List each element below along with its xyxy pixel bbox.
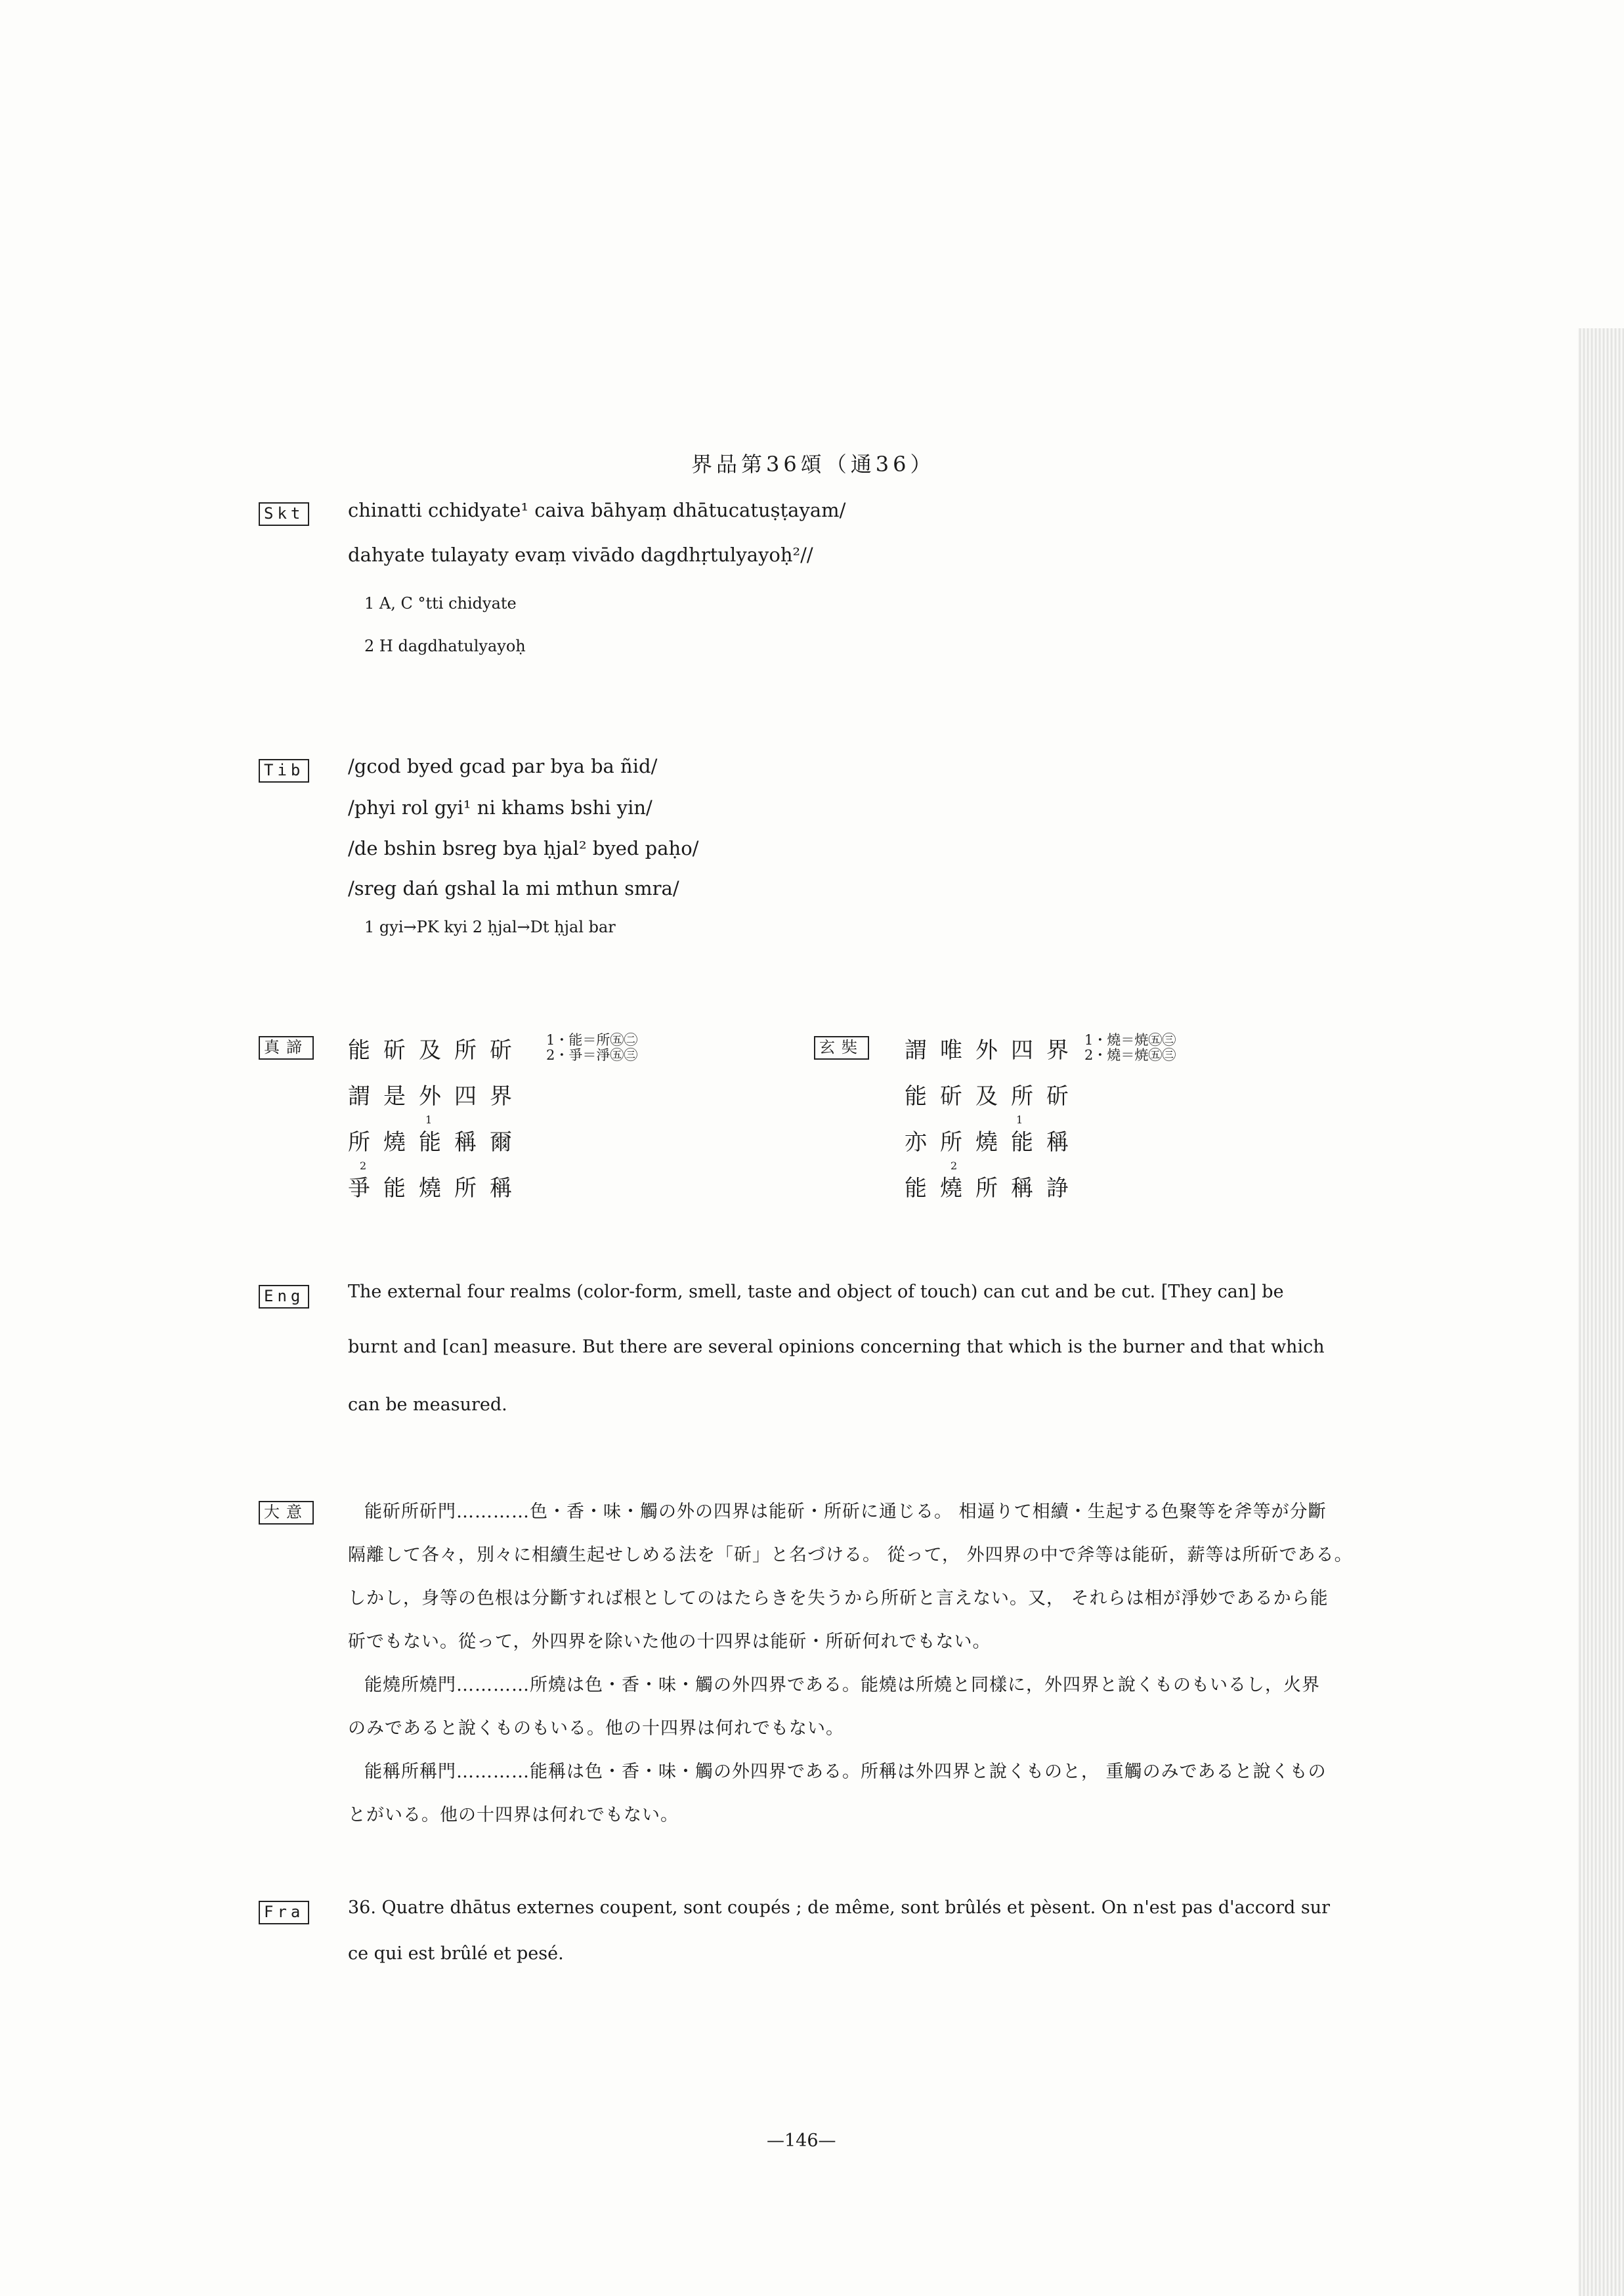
tib-line-2: /phyi rol gyi¹ ni khams bshi yin/	[348, 796, 652, 819]
tib-line-4: /sreg dań gshal la mi mthun smra/	[348, 877, 679, 899]
tib-line-3: /de bshin bsreg bya ḥjal² byed paḥo/	[348, 837, 699, 859]
tag-fra: Fra	[259, 1901, 309, 1924]
taii-line-5: 能燒所燒門…………所燒は色・香・味・觸の外四界である。能燒は所燒と同樣に，外四界と說くものもいるし，火界	[364, 1675, 1320, 1695]
xuanzang-line-1: 謂唯外四界	[905, 1037, 1082, 1064]
taii-line-4: 斫でもない。從って，外四界を除いた他の十四界は能斫・所斫何れでもない。	[348, 1632, 991, 1652]
paramartha-note-1: 1・能＝所㊄㊁	[546, 1032, 638, 1048]
xuanzang-sup-1: 1	[1016, 1114, 1023, 1126]
xuanzang-note-2: 2・燒＝焼㊄㊂	[1084, 1047, 1176, 1063]
skt-line-2: dahyate tulayaty evaṃ vivādo dagdhṛtulyayoḥ²//	[348, 544, 813, 566]
skt-note-1: 1 A, C °tti chidyate	[364, 594, 517, 613]
fra-line-1: 36. Quatre dhātus externes coupent, sont coupés ; de même, sont brûlés et pèsent. On n'est pas d'accord sur	[348, 1897, 1331, 1918]
skt-line-1: chinatti cchidyate¹ caiva bāhyaṃ dhātucatuṣṭayam/	[348, 499, 846, 521]
taii-line-8: とがいる。他の十四界は何れでもない。	[348, 1805, 679, 1825]
tag-xuanzang: 玄奘	[814, 1036, 869, 1060]
taii-line-3: しかし，身等の色根は分斷すれば根としてのはたらきを失うから所斫と言えない。又， それらは相が淨妙であるから能	[348, 1588, 1329, 1609]
xuanzang-line-3: 亦所燒能稱	[905, 1129, 1082, 1156]
xuanzang-sup-2: 2	[951, 1159, 958, 1172]
eng-line-1: The external four realms (color-form, smell, taste and object of touch) can cut and be cut. [They can] be	[348, 1282, 1284, 1302]
paramartha-line-2: 謂是外四界	[348, 1083, 525, 1110]
paramartha-line-1: 能斫及所斫	[348, 1037, 525, 1064]
paramartha-sup-2: 2	[360, 1159, 367, 1172]
paramartha-line-4: 爭能燒所稱	[348, 1175, 525, 1202]
page-number: —146—	[767, 2131, 836, 2151]
eng-line-2: burnt and [can] measure. But there are several opinions concerning that which is the burner and that which	[348, 1337, 1325, 1357]
tag-paramartha: 真諦	[259, 1036, 314, 1060]
tib-line-1: /gcod byed gcad par bya ba ñid/	[348, 755, 658, 777]
tag-tib: Tib	[259, 759, 309, 783]
page-title: 界品第36頌（通36）	[691, 452, 935, 477]
taii-line-7: 能稱所稱門…………能稱は色・香・味・觸の外四界である。所稱は外四界と說くものと， 重觸のみであると說くもの	[364, 1762, 1327, 1782]
taii-line-6: のみであると說くものもいる。他の十四界は何れでもない。	[348, 1718, 844, 1739]
eng-line-3: can be measured.	[348, 1395, 507, 1415]
taii-line-1: 能斫所斫門…………色・香・味・觸の外の四界は能斫・所斫に通じる。 相逼りて相續・生起する色聚等を斧等が分斷	[364, 1502, 1327, 1522]
taii-line-2: 隔離して各々，別々に相續生起せしめる法を「斫」と名づける。 從って， 外四界の中で斧等は能斫，薪等は所斫である。	[348, 1545, 1353, 1565]
paramartha-sup-1: 1	[425, 1114, 433, 1126]
xuanzang-note-1: 1・燒＝焼㊄㊂	[1084, 1032, 1176, 1048]
tag-taii: 大意	[259, 1501, 314, 1525]
fra-line-2: ce qui est brûlé et pesé.	[348, 1943, 564, 1964]
tib-note-1: 1 gyi→PK kyi 2 ḥjal→Dt ḥjal bar	[364, 918, 616, 936]
xuanzang-line-4: 能燒所稱諍	[905, 1175, 1082, 1202]
skt-note-2: 2 H dagdhatulyayoḥ	[364, 637, 526, 655]
xuanzang-line-2: 能斫及所斫	[905, 1083, 1082, 1110]
paramartha-note-2: 2・爭＝淨㊄㊂	[546, 1047, 638, 1063]
paramartha-line-3: 所燒能稱爾	[348, 1129, 525, 1156]
tag-eng: Eng	[259, 1285, 309, 1309]
scan-edge-shadow	[1578, 328, 1624, 2296]
tag-skt: Skt	[259, 502, 309, 526]
